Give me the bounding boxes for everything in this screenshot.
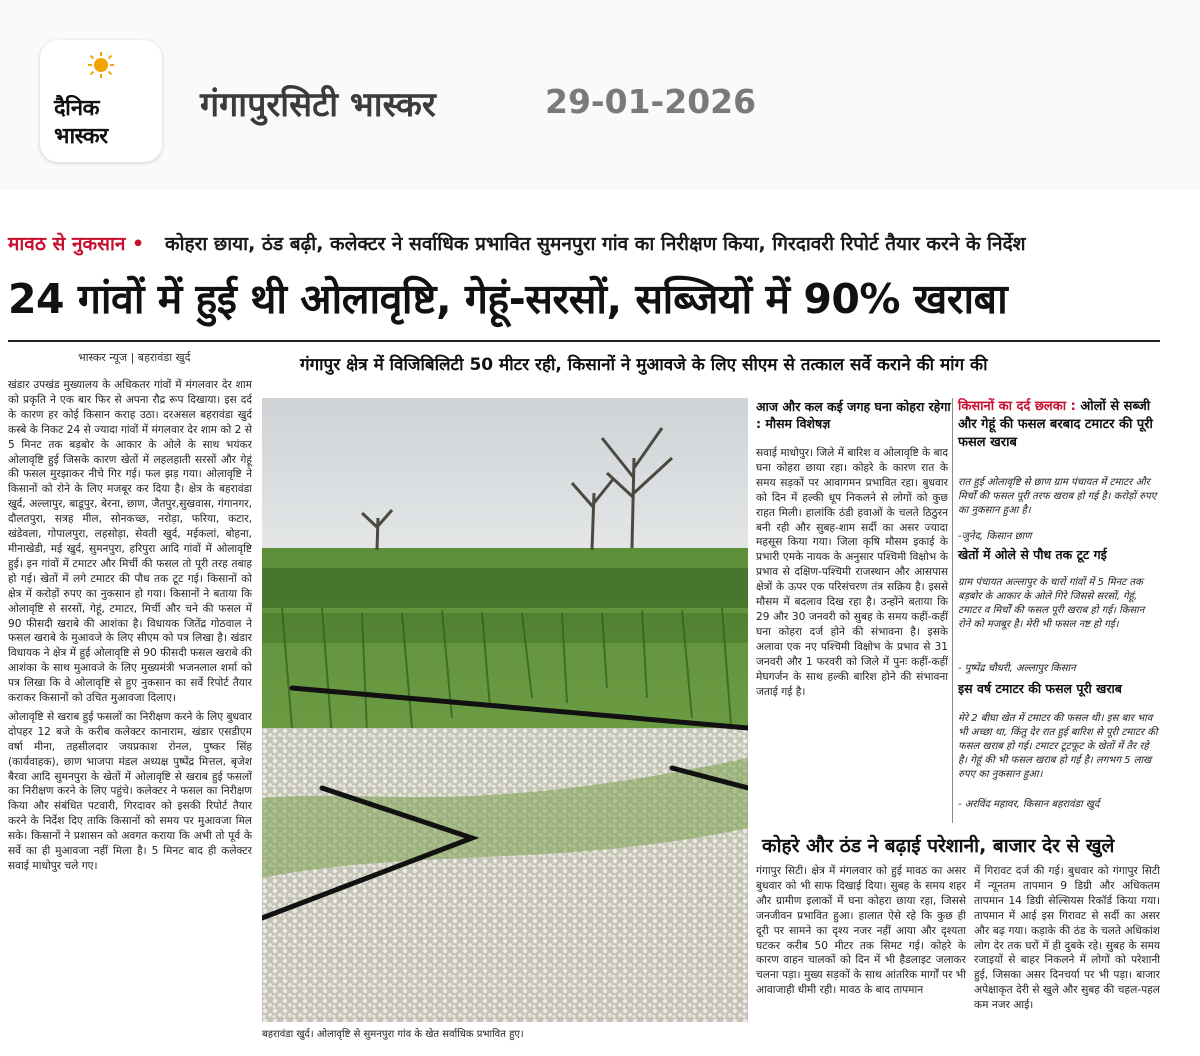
farmer-quote: मेरे 2 बीघा खेत में टमाटर की फसल थी। इस बार भाव भी अच्छा था, किंतु देर रात हुई बारिश से पूरी टमाटर की फसल खराब हो गई। टमाटर टूटफूट के खेतों में तैर रहे है। गेहूं की भी फसल खराब हो गई है। लगभग 5 लाख रुपए का नुकसान हुआ।: [958, 713, 1158, 780]
farmers-title-text: ओलों से सब्जी और गेहूं की फसल बरबाद टमाटर की पूरी फसल खराब: [958, 399, 1153, 450]
article-paragraph: खंडार उपखंड मुख्यालय के अधिकतर गांवों में मंगलवार देर शाम को प्रकृति ने एक बार फिर से अपना रौद्र रूप दिखाया। इस दर्द के कारण हर कोई किसान कराह उठा। दरअसल बहरावंडा खुर्द कस्बे के निकट 24 से ज्यादा गांवों में मंगलवार देर शाम को 2 से 5 मिनट तक बड़बोर के आकार के ओले के साथ भयंकर ओलावृष्टि हुई जिसके कारण खेतों में लहलहाती सरसों और गेहूं की फसल मुरझाकर नीचे गिर गई। फल झड़ गया। ओलावृष्टि ने किसानों को रोने के लिए मजबूर कर दिया है। क्षेत्र के बहरावंडा खुर्द, अल्लापुर, बाडूपुर, बेरना, छाण, जैतपुर,सुखवास, गंगानगर, दौलतपुरा, सत्रह मील, सोनकच्छ, नरोड़ा, फरिया, कटार, खंडेवला, गोपालपुरा, लहसोड़ा, सेवती खुर्द, मईकलां, बोहना, मीनाखेडी, मई खुर्द, सुमनपुरा, हरिपुरा आदि गांवों में ओलावृष्टि हुई। इन गांवों में टमाटर और मिर्ची की फसल तो पूरी तरह तबाह हो गई। खेतों में लगे टमाटर की पौध तक टूट गई। किसानों को क्षेत्र में करोड़ों रुपए का नुकसान हो गया। किसानों ने बताया कि ओलावृष्टि से सरसों, गेहूं, टमाटर, मिर्ची और चने की फसल में 90 फीसदी खराबे की आशंका है। विधायक जितेंद्र गोठवाल ने फसल खराबे के मुआवजे के लिए सीएम को पत्र लिखा है। खंडार विधायक ने क्षेत्र में हुई ओलावृष्टि से 90 फीसदी फसल खराबे की आशंका के साथ मुआवजे के लिए मुख्यमंत्री भजनलाल शर्मा को पत्र लिखा कि वे ओलावृष्टि से हुए नुकसान का सर्वे रिपोर्ट तैयार कराकर किसानों को उचित मुआवजा दिलाए।: [8, 379, 252, 705]
farmers-sidebar-title: [958, 398, 1158, 452]
edition-title: गंगापुरसिटी भास्कर: [200, 85, 436, 125]
weather-sidebar-headline: आज और कल कई जगह घना कोहरा रहेगा : मौसम विशेषज्ञ: [756, 399, 951, 431]
farmer-quote: ग्राम पंचायत अल्लापुर के चारों गांवों में 5 मिनट तक बड़बोर के आकार के ओले गिरे जिससे सरसों, गेहूं, टमाटर व मिर्चों की फसल पूरी खराब हो गई। किसान रोने को मजबूर है। मेरी भी फसल नष्ट हो गई।: [958, 577, 1145, 630]
farmer-name: - अरविंद महावर, किसान बहरावंडा खुर्द: [958, 799, 1100, 810]
dainik-bhaskar-logo[interactable]: [40, 40, 162, 162]
column-divider: [952, 398, 953, 823]
sun-icon: [88, 52, 114, 78]
farmer-quote: रात हुई ओलावृष्टि से छाण ग्राम पंचायत में टमाटर और मिर्चों की फसल पूरी तरफ खराब हो गई है। करोड़ों रुपए का नुकसान हुआ है।: [958, 477, 1157, 516]
hail-field-photo: [262, 398, 748, 1022]
kicker-line: कोहरा छाया, ठंड बढ़ी, कलेक्टर ने सर्वाधिक प्रभावित सुमनपुरा गांव का निरीक्षण किया, गिरदावरी रिपोर्ट तैयार करने के निर्देश: [165, 233, 1026, 255]
bottom-story-column-2: [974, 864, 1160, 1044]
bottom-story-paragraph: में गिरावट दर्ज की गई। बुधवार को गंगापुर सिटी में न्यूनतम तापमान 9 डिग्री और अधिकतम तापमान 14 डिग्री सेल्सियस रिकॉर्ड किया गया। तापमान में आई इस गिरावट से सर्दी का असर और बढ़ गया। कड़ाके की ठंड के चलते अधिकांश लोग देर तक घरों में ही दुबके रहे। सुबह के समय रजाइयों से बाहर निकलने में लोगों को परेशानी हुई, जिसका असर दिनचर्या पर भी पड़ा। बाजार अपेक्षाकृत देरी से खुले और सुबह की चहल-पहल कम नजर आई।: [974, 865, 1160, 1012]
field-image: [262, 398, 748, 1022]
subheadline: गंगापुर क्षेत्र में विजिबिलिटी 50 मीटर रही, किसानों ने मुआवजे के लिए सीएम से तत्काल सर्वे कराने की मांग की: [300, 355, 988, 375]
bottom-story-paragraph: गंगापुर सिटी। क्षेत्र में मंगलवार को हुई मावठ का असर बुधवार को भी साफ दिखाई दिया। सुबह के समय शहर और ग्रामीण इलाकों में घना कोहरा छाया रहा, जिससे जनजीवन प्रभावित हुआ। हालात ऐसे रहे कि कुछ ही दूरी पर सामने का दृश्य नजर नहीं आया और दृश्यता घटकर करीब 50 मीटर तक सिमट गई। कोहरे के कारण वाहन चालकों को दिन में भी हैडलाइट जलाकर चलना पड़ा। मुख्य सड़कों के साथ आंतरिक मार्गों पर भी आवाजाही धीमी रही। मावठ के बाद तापमान: [756, 865, 966, 997]
headline-rule: [8, 340, 1160, 342]
farmer-name: -जुनेद, किसान छाण: [958, 531, 1032, 542]
farmer-quote-headline: इस वर्ष टमाटर की फसल पूरी खराब: [958, 681, 1122, 696]
bottom-story-column-1: [756, 864, 966, 1044]
bottom-story-headline: कोहरे और ठंड ने बढ़ाई परेशानी, बाजार देर से खुले: [762, 835, 1115, 857]
farmer-name: - पुष्पेंद्र चौधरी, अल्लापुर किसान: [958, 663, 1076, 674]
photo-caption: बहरावंडा खुर्द। ओलावृष्टि से सुमनपुरा गांव के खेत सर्वाधिक प्रभावित हुए।: [262, 1029, 524, 1040]
edition-date: 29-01-2026: [545, 82, 757, 121]
farmer-quote-headline: खेतों में ओले से पौध तक टूट गई: [958, 547, 1107, 562]
byline: भास्कर न्यूज | बहरावंडा खुर्द: [78, 351, 191, 364]
article-column-1: [8, 378, 252, 1038]
weather-paragraph: सवाई माधोपुर। जिले में बारिश व ओलावृष्टि के बाद घना कोहरा छाया रहा। कोहरे के कारण रात के समय सड़कों पर आवागमन प्रभावित रहा। बुधवार को दिन में हल्की धूप निकलने से लोगों को कुछ राहत मिली। हालांकि ठंडी हवाओं के चलते ठिठुरन बनी रही और सुबह-शाम सर्दी का असर ज्यादा महसूस किया गया। जिला कृषि मौसम इकाई के प्रभारी एमके नायक के अनुसार पश्चिमी विक्षोभ के प्रभाव से दक्षिण-पश्चिमी राजस्थान और आसपास क्षेत्रों के ऊपर एक परिसंचरण तंत्र सक्रिय है। इससे मौसम में बदलाव दिख रहा है। उन्होंने बताया कि 29 और 30 जनवरी को सुबह के समय कहीं-कहीं घना कोहरा दर्ज होने की संभावना है। इसके अलावा एक नए पश्चिमी विक्षोभ के प्रभाव से 31 जनवरी और 1 फरवरी को जिले में पुनः कहीं-कहीं मेघगर्जन के साथ हल्की बारिश होने की संभावना जताई गई है।: [756, 447, 948, 698]
logo-text-line2: भास्कर: [54, 124, 108, 149]
main-headline: 24 गांवों में हुई थी ओलावृष्टि, गेहूं-सरसों, सब्जियों में 90% खराबा: [8, 275, 1008, 323]
logo-text-line1: दैनिक: [54, 96, 99, 121]
farmers-title-tag: किसानों का दर्द छलका :: [958, 399, 1076, 414]
weather-sidebar-body: [756, 446, 948, 826]
kicker-tag: मावठ से नुकसान •: [8, 233, 145, 255]
article-paragraph: ओलावृष्टि से खराब हुई फसलों का निरीक्षण करने के लिए बुधवार दोपहर 12 बजे के करीब कलेक्टर कानाराम, खंडार एसडीएम वर्षा मीना, तहसीलदार जयप्रकाश रोनल, पुष्कर सिंह (कार्यवाहक), छाण भाजपा मंडल अध्यक्ष पुष्पेंद्र मित्तल, बृजेश बैरवा आदि सुमनपुरा के खेतों में ओलावृष्टि से खराब हुई फसलों का निरीक्षण करने के लिए पहुंचे। कलेक्टर ने फसल का निरीक्षण किया और संबंधित पटवारी, गिरदावर को इसकी रिपोर्ट तैयार करने के निर्देश दिए ताकि किसानों को समय पर मुआवजा मिल सके। किसानों ने प्रशासन को अवगत कराया कि अभी तो पूर्व के सर्वे का ही मुआवजा नहीं मिला है। 5 मिनट बाद ही कलेक्टर सवाई माधोपुर चले गए।: [8, 710, 252, 872]
